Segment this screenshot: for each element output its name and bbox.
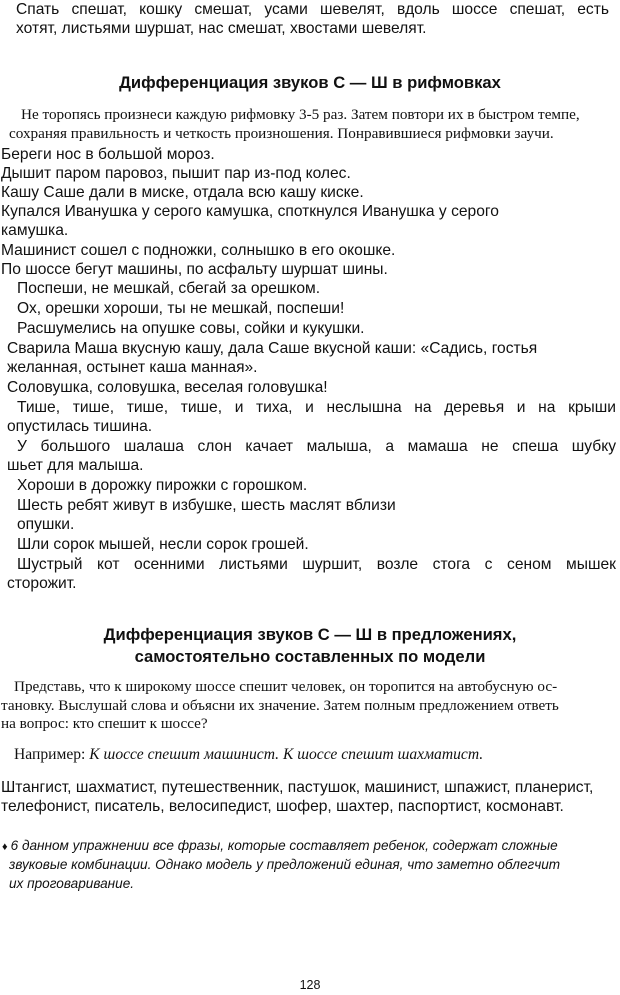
example-line	[14, 746, 483, 764]
example-label: Например:	[14, 746, 86, 763]
word-list-line-1: Штангист, шахматист, путешественник, пастушок, машинист, шпажист, планерист,	[1, 779, 594, 796]
example-text: К шоссе спешит машинист. К шоссе спешит шахматист.	[89, 746, 484, 763]
rhyme-line: У большого шалаша слон качает малыша, а мамаша не спеша шубку	[17, 438, 616, 455]
rhyme-line: Кашу Саше дали в миске, отдала всю кашу киске.	[1, 184, 364, 201]
rhyme-line: Хороши в дорожку пирожки с горошком.	[17, 477, 308, 494]
sentences-instruction-line-1: Представь, что к широкому шоссе спешит человек, он торопится на автобусную ос-	[14, 678, 558, 695]
rhyme-line: опушки.	[17, 516, 75, 533]
rhyme-line: опустилась тишина.	[7, 418, 153, 435]
rhyme-line: камушка.	[1, 222, 69, 239]
sentences-instruction-line-2: тановку. Выслушай слова и объясни их значение. Затем полным предложением ответь	[1, 697, 559, 714]
rhyme-line: Поспеши, не мешкай, сбегай за орешком.	[17, 280, 321, 297]
rhyme-line: Тише, тише, тише, тише, и тиха, и неслышна на деревья и на крыши	[17, 399, 616, 416]
page-number: 128	[299, 978, 321, 992]
footnote-line-1	[2, 837, 558, 856]
rhyme-line: шьет для малыша.	[7, 457, 144, 474]
rhyme-line: Сварила Маша вкусную кашу, дала Саше вкусной каши: «Садись, гостья	[7, 340, 538, 357]
rhyme-line: Береги нос в большой мороз.	[1, 146, 215, 163]
section-heading-sentences-line-1: Дифференциация звуков С — Ш в предложениях,	[103, 625, 517, 644]
footnote-text: 6 данном упражнении все фразы, которые составляет ребенок, содержат сложные	[10, 838, 558, 853]
footnote-line-3: их проговаривание.	[9, 876, 135, 891]
rhyme-line: Соловушка, соловушка, веселая головушка!	[7, 379, 328, 396]
rhyme-line: Шесть ребят живут в избушке, шесть маслят вблизи	[17, 497, 396, 514]
rhyme-line: желанная, остынет каша манная».	[7, 359, 258, 376]
footnote-line-2: звуковые комбинации. Однако модель у предложений единая, что заметно облегчит	[9, 857, 561, 872]
rhymes-instruction-line-1: Не торопясь произнеси каждую рифмовку 3-5 раз. Затем повтори их в быстром темпе,	[21, 106, 580, 123]
rhyme-line: Ох, орешки хороши, ты не мешкай, поспеши!	[17, 300, 345, 317]
rhymes-instruction-line-2: сохраняя правильность и четкость произношения. Понравившиеся рифмовки заучи.	[9, 125, 554, 142]
intro-line-2: хотят, листьями шуршат, нас смешат, хвостами шевелят.	[16, 20, 427, 37]
rhyme-line: По шоссе бегут машины, по асфальту шуршат шины.	[1, 261, 388, 278]
rhyme-line: Шустрый кот осенними листьями шуршит, возле стога с сеном мышек	[17, 556, 616, 573]
rhyme-line: сторожит.	[7, 575, 77, 592]
word-list-line-2: телефонист, писатель, велосипедист, шофер, шахтер, паспортист, космонавт.	[1, 798, 564, 815]
rhyme-line: Дышит паром паровоз, пышит пар из-под колес.	[1, 165, 351, 182]
rhyme-line: Купался Иванушка у серого камушка, споткнулся Иванушка у серого	[1, 203, 499, 220]
rhyme-line: Шли сорок мышей, несли сорок грошей.	[17, 536, 309, 553]
section-heading-sentences-line-2: самостоятельно составленных по модели	[134, 647, 486, 666]
rhyme-line: Машинист сошел с подножки, солнышко в его окошке.	[1, 242, 396, 259]
section-heading-rhymes: Дифференциация звуков С — Ш в рифмовках	[119, 73, 501, 92]
diamond-bullet-icon: ♦	[2, 841, 8, 853]
rhyme-line: Расшумелись на опушке совы, сойки и кукушки.	[17, 320, 365, 337]
sentences-instruction-line-3: на вопрос: кто спешит к шоссе?	[1, 715, 208, 732]
intro-line-1: Спать спешат, кошку смешат, усами шевелят, вдоль шоссе спешат, есть	[16, 1, 609, 18]
